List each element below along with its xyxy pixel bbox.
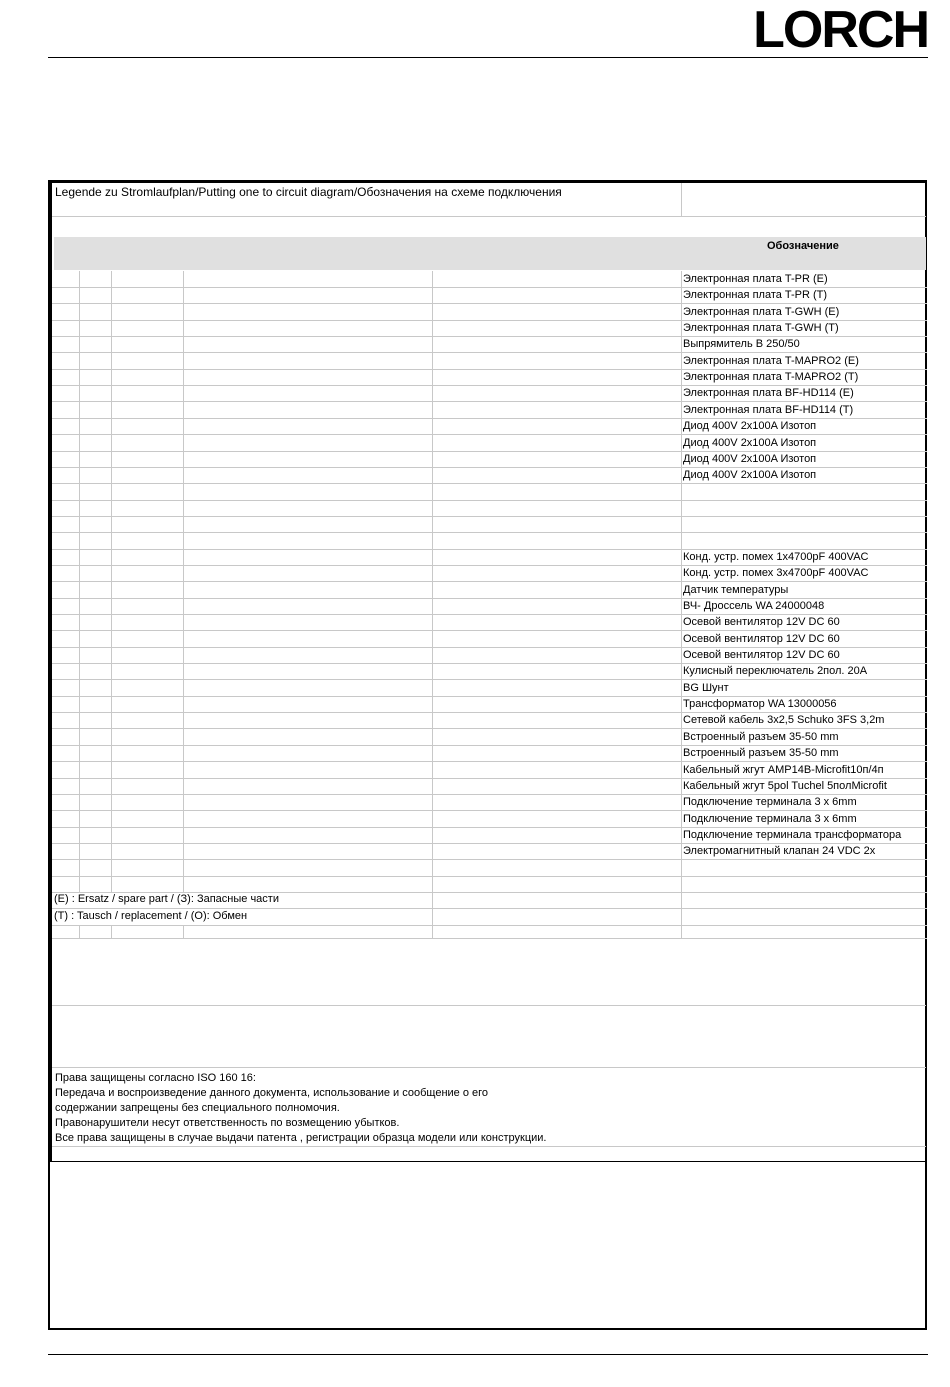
cell-divider: [432, 925, 433, 938]
cell-divider: [111, 565, 112, 581]
legend-text: (E) : Ersatz / spare part / (З): Запасные части: [54, 893, 279, 906]
cell-divider: [432, 516, 433, 532]
cell-divider: [183, 827, 184, 843]
table-row: [52, 762, 927, 779]
part-description: Диод 400V 2x100A Изотоп: [683, 452, 817, 465]
part-description: Диод 400V 2x100A Изотоп: [683, 469, 817, 482]
cell-divider: [183, 369, 184, 385]
cell-divider: [183, 287, 184, 303]
table-row: [52, 418, 927, 435]
cell-divider: [681, 663, 682, 679]
cell-divider: [111, 843, 112, 859]
cell-divider: [681, 647, 682, 663]
cell-divider: [432, 353, 433, 369]
table-row: [52, 516, 927, 533]
cell-divider: [79, 533, 80, 549]
table-row: [52, 402, 927, 419]
cell-divider: [183, 794, 184, 810]
cell-divider: [79, 484, 80, 500]
cell-divider: [79, 712, 80, 728]
table-row: [52, 696, 927, 713]
table-row: [52, 598, 927, 615]
table-row: [52, 533, 927, 550]
cell-divider: [79, 582, 80, 598]
cell-divider: [681, 336, 682, 352]
cell-divider: [111, 271, 112, 287]
cell-divider: [111, 582, 112, 598]
cell-divider: [79, 663, 80, 679]
part-description: Конд. устр. помех 1x4700pF 400VAC: [683, 550, 869, 563]
part-description: Электронная плата BF-HD114 (T): [683, 403, 854, 416]
title-divider: [681, 183, 682, 216]
cell-divider: [681, 435, 682, 451]
cell-divider: [681, 909, 682, 925]
table-row: [52, 484, 927, 501]
cell-divider: [432, 484, 433, 500]
cell-divider: [183, 516, 184, 532]
part-description: Электронная плата T-MAPRO2 (E): [683, 354, 859, 367]
cell-divider: [111, 631, 112, 647]
cell-divider: [681, 402, 682, 418]
table-row: [52, 467, 927, 484]
cell-divider: [183, 320, 184, 336]
cell-divider: [79, 762, 80, 778]
cell-divider: [79, 500, 80, 516]
copyright-line: Права защищены согласно ISO 160 16:: [55, 1072, 256, 1084]
cell-divider: [183, 778, 184, 794]
part-description: Подключение терминала трансформатора: [683, 828, 902, 841]
copyright-line: Правонарушители несут ответственность по возмещению убытков.: [55, 1117, 400, 1129]
table-row: [52, 843, 927, 860]
cell-divider: [183, 533, 184, 549]
cell-divider: [111, 418, 112, 434]
cell-divider: [183, 402, 184, 418]
cell-divider: [111, 287, 112, 303]
cell-divider: [111, 549, 112, 565]
cell-divider: [681, 287, 682, 303]
cell-divider: [432, 565, 433, 581]
copyright-line: Передача и воспроизведение данного документа, использование и сообщение о его: [55, 1087, 489, 1099]
cell-divider: [79, 696, 80, 712]
cell-divider: [79, 369, 80, 385]
cell-divider: [183, 745, 184, 761]
cell-divider: [432, 680, 433, 696]
cell-divider: [432, 729, 433, 745]
cell-divider: [79, 565, 80, 581]
cell-divider: [183, 500, 184, 516]
cell-divider: [183, 484, 184, 500]
cell-divider: [79, 287, 80, 303]
part-description: Осевой вентилятор 12V DC 60: [683, 649, 840, 662]
cell-divider: [681, 385, 682, 401]
cell-divider: [111, 762, 112, 778]
cell-divider: [183, 614, 184, 630]
cell-divider: [432, 909, 433, 925]
part-description: Осевой вентилятор 12V DC 60: [683, 632, 840, 645]
table-row: [52, 925, 927, 939]
cell-divider: [432, 892, 433, 908]
part-description: Кулисный переключатель 2пол. 20A: [683, 665, 868, 678]
cell-divider: [79, 418, 80, 434]
part-description: Трансформатор WA 13000056: [683, 698, 837, 711]
cell-divider: [681, 696, 682, 712]
table-row: [52, 712, 927, 729]
cell-divider: [681, 516, 682, 532]
cell-divider: [183, 696, 184, 712]
part-description: Электронная плата T-PR (E): [683, 273, 828, 285]
cell-divider: [111, 484, 112, 500]
table-row: [52, 647, 927, 664]
cell-divider: [432, 582, 433, 598]
cell-divider: [432, 533, 433, 549]
part-description: Сетевой кабель 3x2,5 Schuko 3FS 3,2m: [683, 714, 885, 727]
cell-divider: [111, 925, 112, 938]
part-description: Электронная плата T-GWH (E): [683, 305, 840, 318]
cell-divider: [79, 729, 80, 745]
cell-divider: [183, 762, 184, 778]
cell-divider: [681, 892, 682, 908]
table-row: [52, 500, 927, 517]
cell-divider: [79, 827, 80, 843]
cell-divider: [681, 353, 682, 369]
cell-divider: [681, 451, 682, 467]
cell-divider: [432, 712, 433, 728]
cell-divider: [681, 712, 682, 728]
cell-divider: [432, 843, 433, 859]
cell-divider: [79, 402, 80, 418]
cell-divider: [432, 467, 433, 483]
cell-divider: [79, 385, 80, 401]
legend-row: [52, 909, 927, 926]
cell-divider: [681, 418, 682, 434]
cell-divider: [183, 663, 184, 679]
cell-divider: [432, 827, 433, 843]
cell-divider: [111, 336, 112, 352]
cell-divider: [681, 320, 682, 336]
cell-divider: [183, 631, 184, 647]
cell-divider: [432, 876, 433, 892]
cell-divider: [79, 304, 80, 320]
table-row: [52, 794, 927, 811]
cell-divider: [183, 549, 184, 565]
cell-divider: [681, 533, 682, 549]
table-row: [52, 304, 927, 321]
cell-divider: [111, 712, 112, 728]
cell-divider: [681, 484, 682, 500]
cell-divider: [111, 304, 112, 320]
table-row: [52, 287, 927, 304]
cell-divider: [111, 533, 112, 549]
cell-divider: [681, 843, 682, 859]
cell-divider: [111, 369, 112, 385]
part-description: Подключение терминала 3 x 6mm: [683, 812, 857, 825]
table-row: [52, 369, 927, 386]
brand-logo: LORCH: [753, 1, 928, 59]
table-row: [52, 631, 927, 648]
cell-divider: [111, 598, 112, 614]
cell-divider: [79, 925, 80, 938]
cell-divider: [183, 712, 184, 728]
cell-divider: [681, 794, 682, 810]
cell-divider: [432, 794, 433, 810]
part-description: Встроенный разъем 35-50 mm: [683, 730, 839, 743]
row-divider: [52, 1067, 926, 1068]
cell-divider: [432, 860, 433, 876]
table-row: [52, 582, 927, 599]
cell-divider: [111, 663, 112, 679]
cell-divider: [432, 320, 433, 336]
footer-rule: [48, 1354, 928, 1355]
row-divider: [52, 1146, 926, 1147]
row-divider: [52, 216, 926, 217]
cell-divider: [681, 778, 682, 794]
cell-divider: [432, 287, 433, 303]
cell-divider: [432, 369, 433, 385]
cell-divider: [681, 876, 682, 892]
part-description: Электронная плата T-PR (T): [683, 289, 828, 302]
cell-divider: [432, 402, 433, 418]
cell-divider: [183, 876, 184, 892]
cell-divider: [111, 794, 112, 810]
cell-divider: [79, 549, 80, 565]
table-row: [52, 860, 927, 877]
table-row: [52, 435, 927, 452]
cell-divider: [111, 680, 112, 696]
cell-divider: [183, 271, 184, 287]
cell-divider: [79, 353, 80, 369]
cell-divider: [111, 385, 112, 401]
cell-divider: [111, 467, 112, 483]
cell-divider: [432, 304, 433, 320]
cell-divider: [681, 680, 682, 696]
cell-divider: [79, 778, 80, 794]
cell-divider: [681, 598, 682, 614]
table-title: Legende zu Stromlaufplan/Putting one to circuit diagram/Обозначения на схеме подключения: [55, 185, 562, 199]
copyright-line: Все права защищены в случае выдачи патента , регистрации образца модели или конструкции.: [55, 1132, 547, 1144]
cell-divider: [432, 435, 433, 451]
cell-divider: [79, 516, 80, 532]
cell-divider: [111, 696, 112, 712]
part-description: Осевой вентилятор 12V DC 60: [683, 616, 840, 629]
cell-divider: [183, 680, 184, 696]
part-description: BG Шунт: [683, 681, 729, 694]
cell-divider: [79, 745, 80, 761]
table-row: [52, 385, 927, 402]
cell-divider: [183, 451, 184, 467]
table-row: [52, 745, 927, 762]
cell-divider: [79, 647, 80, 663]
cell-divider: [183, 353, 184, 369]
cell-divider: [79, 876, 80, 892]
cell-divider: [432, 778, 433, 794]
cell-divider: [183, 860, 184, 876]
cell-divider: [432, 762, 433, 778]
cell-divider: [432, 631, 433, 647]
cell-divider: [111, 435, 112, 451]
cell-divider: [79, 271, 80, 287]
cell-divider: [432, 663, 433, 679]
part-description: Электронная плата BF-HD114 (E): [683, 387, 854, 400]
part-description: Электронная плата T-MAPRO2 (T): [683, 371, 859, 384]
table-row: [52, 451, 927, 468]
cell-divider: [183, 843, 184, 859]
cell-divider: [111, 353, 112, 369]
cell-divider: [111, 402, 112, 418]
cell-divider: [681, 860, 682, 876]
cell-divider: [432, 418, 433, 434]
cell-divider: [681, 467, 682, 483]
table-row: [52, 663, 927, 680]
part-description: Встроенный разъем 35-50 mm: [683, 747, 839, 760]
cell-divider: [681, 369, 682, 385]
cell-divider: [111, 778, 112, 794]
cell-divider: [111, 860, 112, 876]
part-description: Кабельный жгут AMP14B-Microfit10п/4п: [683, 763, 884, 776]
legend-text: (T) : Tausch / replacement / (O): Обмен: [54, 909, 248, 922]
cell-divider: [183, 598, 184, 614]
part-description: Диод 400V 2x100A Изотоп: [683, 420, 817, 433]
cell-divider: [432, 811, 433, 827]
table-row: [52, 320, 927, 337]
cell-divider: [183, 435, 184, 451]
cell-divider: [183, 811, 184, 827]
cell-divider: [111, 811, 112, 827]
cell-divider: [183, 467, 184, 483]
table-row: [52, 680, 927, 697]
cell-divider: [432, 696, 433, 712]
cell-divider: [681, 271, 682, 287]
part-description: Кабельный жгут 5pol Tuchel 5полMicrofit: [683, 779, 887, 792]
part-description: Выпрямитель B 250/50: [683, 338, 800, 351]
cell-divider: [79, 860, 80, 876]
cell-divider: [183, 582, 184, 598]
cell-divider: [111, 451, 112, 467]
cell-divider: [183, 925, 184, 938]
copyright-line: содержании запрещены без специального полномочия.: [55, 1102, 340, 1114]
description-column-header: Обозначение: [767, 240, 839, 252]
cell-divider: [183, 304, 184, 320]
cell-divider: [681, 582, 682, 598]
cell-divider: [432, 598, 433, 614]
cell-divider: [681, 631, 682, 647]
part-description: Датчик температуры: [683, 583, 789, 596]
cell-divider: [111, 516, 112, 532]
cell-divider: [79, 794, 80, 810]
cell-divider: [79, 631, 80, 647]
cell-divider: [681, 827, 682, 843]
cell-divider: [432, 500, 433, 516]
cell-divider: [79, 680, 80, 696]
header-rule: [48, 57, 928, 58]
cell-divider: [79, 435, 80, 451]
table-row: [52, 336, 927, 353]
part-description: ВЧ- Дроссель WA 24000048: [683, 600, 825, 612]
table-row: [52, 811, 927, 828]
table-row: [52, 614, 927, 631]
cell-divider: [183, 385, 184, 401]
cell-divider: [681, 304, 682, 320]
cell-divider: [432, 271, 433, 287]
part-description: Электронная плата T-GWH (T): [683, 322, 839, 335]
cell-divider: [79, 598, 80, 614]
cell-divider: [432, 745, 433, 761]
cell-divider: [681, 500, 682, 516]
cell-divider: [432, 614, 433, 630]
part-description: Диод 400V 2x100A Изотоп: [683, 436, 817, 449]
row-divider: [52, 1005, 926, 1006]
table-row: [52, 827, 927, 844]
cell-divider: [79, 336, 80, 352]
cell-divider: [183, 336, 184, 352]
part-description: Конд. устр. помех 3x4700pF 400VAC: [683, 567, 869, 580]
table-row: [52, 271, 927, 288]
legend-row: [52, 892, 927, 909]
cell-divider: [111, 745, 112, 761]
table-row: [52, 876, 927, 893]
cell-divider: [681, 549, 682, 565]
cell-divider: [79, 467, 80, 483]
cell-divider: [79, 811, 80, 827]
cell-divider: [183, 418, 184, 434]
copyright-notice: [55, 1071, 546, 1146]
table-row: [52, 549, 927, 566]
parts-legend-table: [50, 182, 927, 1162]
cell-divider: [681, 565, 682, 581]
table-row: [52, 729, 927, 746]
table-row: [52, 778, 927, 795]
part-description: Электромагнитный клапан 24 VDC 2x: [683, 845, 876, 858]
cell-divider: [432, 385, 433, 401]
cell-divider: [79, 451, 80, 467]
cell-divider: [111, 500, 112, 516]
cell-divider: [681, 925, 682, 938]
cell-divider: [111, 876, 112, 892]
cell-divider: [79, 320, 80, 336]
cell-divider: [681, 745, 682, 761]
cell-divider: [432, 549, 433, 565]
cell-divider: [111, 614, 112, 630]
cell-divider: [681, 729, 682, 745]
table-row: [52, 353, 927, 370]
cell-divider: [111, 320, 112, 336]
cell-divider: [79, 843, 80, 859]
part-description: Подключение терминала 3 x 6mm: [683, 796, 857, 809]
cell-divider: [681, 614, 682, 630]
table-row: [52, 565, 927, 582]
cell-divider: [183, 565, 184, 581]
cell-divider: [432, 451, 433, 467]
cell-divider: [432, 336, 433, 352]
cell-divider: [111, 729, 112, 745]
cell-divider: [111, 827, 112, 843]
cell-divider: [183, 647, 184, 663]
cell-divider: [79, 614, 80, 630]
cell-divider: [681, 811, 682, 827]
cell-divider: [681, 762, 682, 778]
cell-divider: [111, 647, 112, 663]
cell-divider: [432, 647, 433, 663]
cell-divider: [183, 729, 184, 745]
